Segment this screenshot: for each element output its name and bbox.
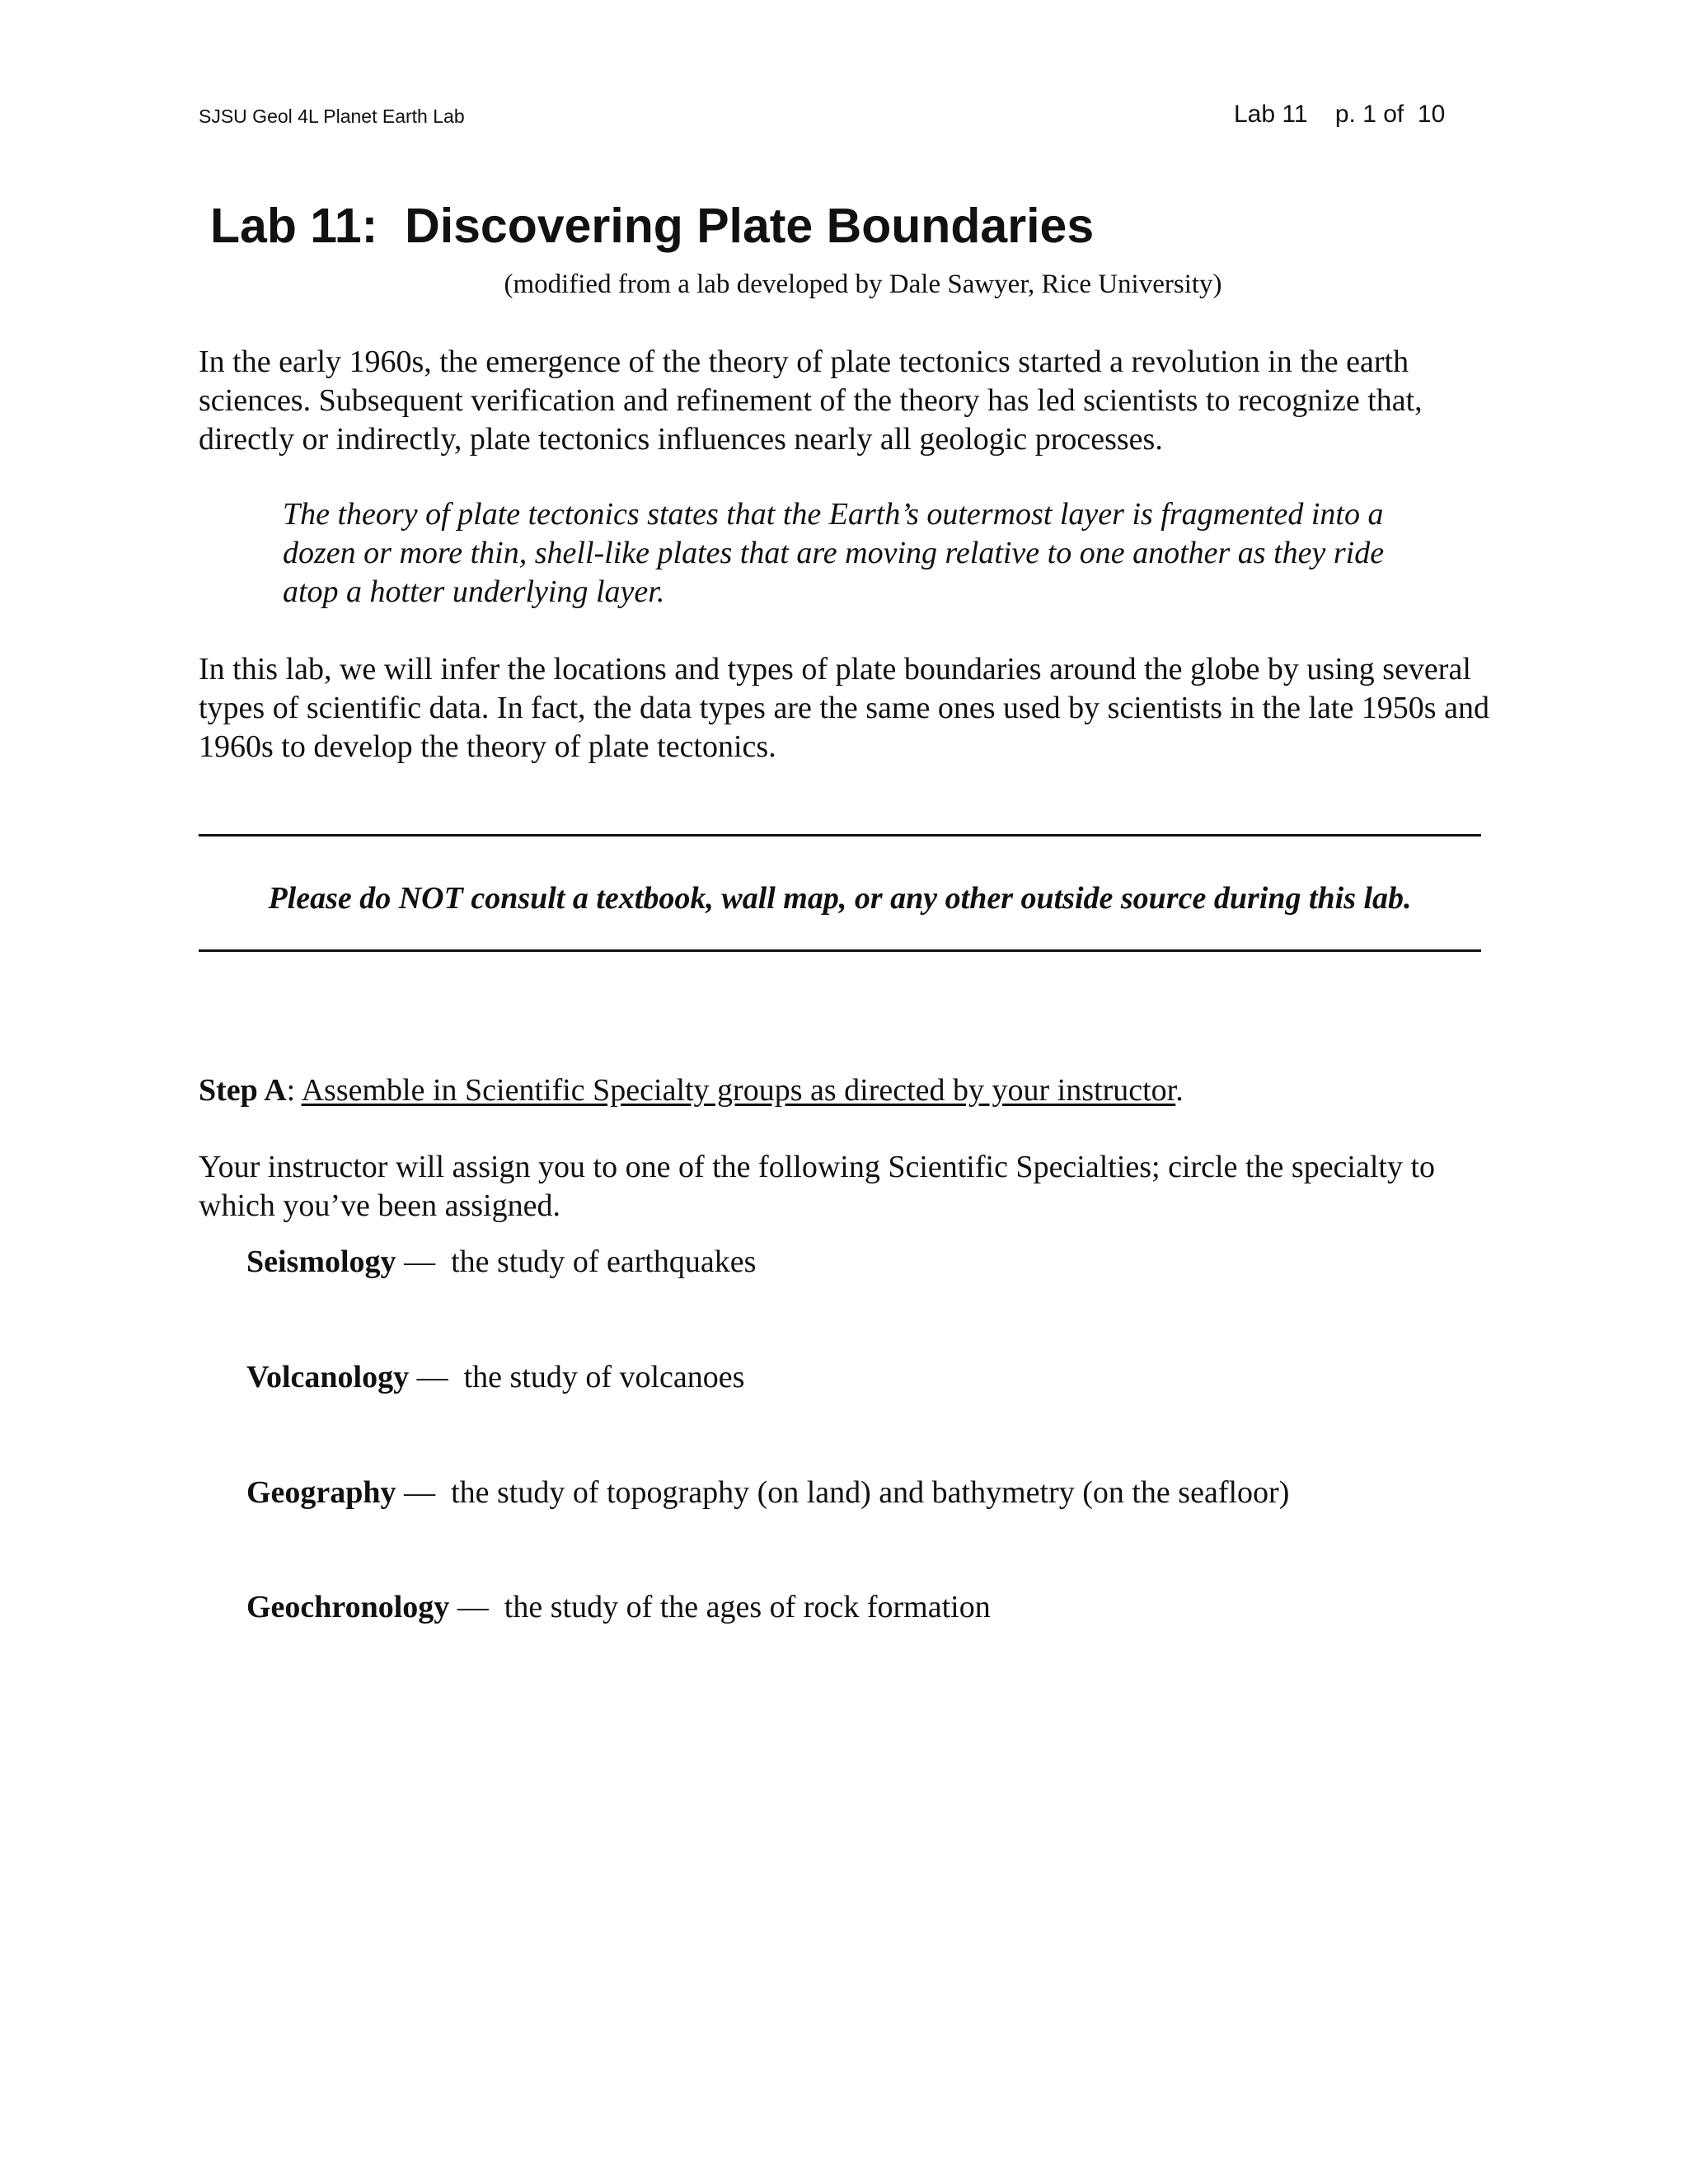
divider-top [199,834,1481,837]
specialty-name: Geography [246,1475,396,1510]
step-a-instruction: Assemble in Scientific Specialty groups as directed by your instructor [301,1073,1176,1108]
specialty-description: — the study of the ages of rock formation [449,1590,991,1624]
specialty-name: Volcanology [246,1360,410,1394]
step-a-label: Step A [199,1073,287,1108]
warning-notice: Please do NOT consult a textbook, wall map, or any other outside source during this lab. [268,881,1412,916]
header-page-info: Lab 11 p. 1 of 10 [1234,101,1446,128]
page-subtitle: (modified from a lab developed by Dale Sawyer, Rice University) [504,269,1222,299]
intro-paragraph: In the early 1960s, the emergence of the theory of plate tectonics started a revolution in the earth sciences. Subsequent verification and refinement of the theory has led scientists to recognize that, directly or indirectly, plate tectonics influences nearly all geologic processes. [199,344,1423,457]
lab-paragraph: In this lab, we will infer the locations and types of plate boundaries around the globe by using several types of scientific data. In fact, the data types are the same ones used by scientists in the late 1950s and 1960s to develop the theory of plate tectonics. [199,652,1489,764]
specialty-seismology[interactable] [246,1243,756,1282]
specialty-name: Geochronology [246,1590,450,1624]
specialty-geography[interactable] [246,1474,1289,1512]
specialty-description: — the study of topography (on land) and bathymetry (on the seafloor) [396,1475,1290,1510]
definition-quote: The theory of plate tectonics states that the Earth’s outermost layer is fragmented into a dozen or more thin, shell-like plates that are moving relative to one another as they ride atop a hotter underlying layer. [283,497,1385,609]
step-a [199,1071,1184,1110]
page-title: Lab 11: Discovering Plate Boundaries [210,199,1095,253]
header-course: SJSU Geol 4L Planet Earth Lab [199,105,465,127]
assign-paragraph: Your instructor will assign you to one of the following Scientific Specialties; circle the specialty to which you’ve been assigned. [199,1150,1436,1223]
step-a-separator: : [286,1073,302,1108]
specialty-volcanology[interactable] [246,1358,744,1397]
specialty-name: Seismology [246,1244,396,1279]
specialty-description: — the study of earthquakes [396,1244,757,1279]
specialty-description: — the study of volcanoes [409,1360,745,1394]
step-a-end: . [1175,1073,1184,1108]
divider-bottom [199,949,1481,952]
specialty-geochronology[interactable] [246,1588,991,1627]
